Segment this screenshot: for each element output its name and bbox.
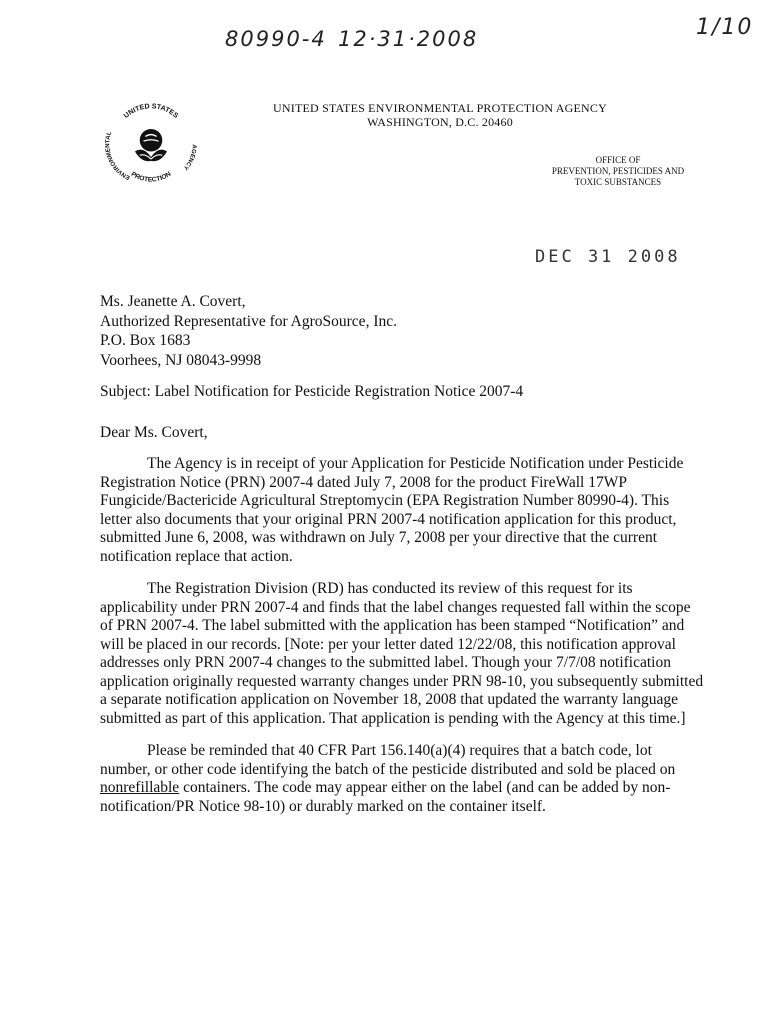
- agency-header: [250, 101, 630, 129]
- recipient-title: Authorized Representative for AgroSource, Inc.: [100, 312, 397, 330]
- office-line-1: OFFICE OF: [595, 155, 641, 165]
- paragraph-1: [100, 455, 690, 566]
- agency-name: UNITED STATES ENVIRONMENTAL PROTECTION AGENCY: [273, 101, 607, 115]
- paragraph-line: Registration Notice (PRN) 2007-4 dated July 7, 2008 for the product FireWall 17WP: [100, 473, 627, 491]
- paragraph-line: [100, 779, 690, 798]
- office-line-2: PREVENTION, PESTICIDES AND: [551, 166, 685, 176]
- recipient-address: [100, 292, 397, 370]
- paragraph-line: letter also documents that your original PRN 2007-4 notification application for this product,: [100, 510, 677, 528]
- handwritten-page-number: 1/10: [696, 15, 754, 40]
- epa-seal-logo: [104, 97, 198, 191]
- paragraph-line-rest: containers. The code may appear either on the label (and can be added by non-: [179, 779, 671, 796]
- svg-text:UNITED STATES: [123, 103, 180, 120]
- paragraph-line: notification/PR Notice 98-10) or durably marked on the container itself.: [100, 797, 546, 815]
- recipient-city: Voorhees, NJ 08043-9998: [100, 351, 262, 369]
- svg-text:AGENCY: [182, 144, 198, 171]
- salutation: Dear Ms. Covert,: [100, 424, 208, 441]
- office-line-3: TOXIC SUBSTANCES: [574, 177, 662, 187]
- paragraph-line: application originally requested warranty changes under PRN 98-10, you subsequently submitted: [100, 672, 704, 690]
- seal-left-text: ENVIRONMENTAL: [104, 130, 132, 182]
- paragraph-line: addresses only PRN 2007-4 changes to the submitted label. Though your 7/7/08 notification: [100, 654, 671, 671]
- paragraph-line: submitted June 6, 2008, was withdrawn on July 7, 2008 per your directive that the current: [100, 529, 658, 546]
- recipient-name: Ms. Jeanette A. Covert,: [100, 293, 246, 310]
- paragraph-line: applicability under PRN 2007-4 and finds that the label changes requested fall within the scope: [100, 598, 691, 616]
- paragraph-line: number, or other code identifying the batch of the pesticide distributed and sold be placed on: [100, 760, 676, 778]
- recipient-po-box: P.O. Box 1683: [100, 332, 191, 349]
- seal-right-text: AGENCY: [181, 144, 198, 172]
- subject-line: Subject: Label Notification for Pesticide Registration Notice 2007-4: [100, 383, 524, 400]
- date-stamp: DEC 31 2008: [535, 247, 681, 267]
- seal-top-text: UNITED STATES: [122, 103, 180, 120]
- paragraph-3: [100, 742, 690, 816]
- underlined-term: nonrefillable: [100, 779, 180, 796]
- seal-bottom-text: PROTECTION: [129, 170, 173, 184]
- handwritten-date: 12·31·2008: [338, 27, 479, 51]
- paragraph-2: [100, 580, 704, 728]
- handwritten-registration-number: 80990-4: [225, 27, 327, 51]
- paragraph-line: a separate notification application on November 18, 2008 that updated the warranty language: [100, 691, 679, 708]
- paragraph-line: notification replace that action.: [100, 547, 293, 565]
- paragraph-line: Fungicide/Bactericide Agricultural Streptomycin (EPA Registration Number 80990-4). This: [100, 492, 670, 509]
- agency-location: WASHINGTON, D.C. 20460: [367, 115, 513, 129]
- paragraph-line: The Agency is in receipt of your Application for Pesticide Notification under Pesticide: [147, 455, 684, 472]
- svg-text:ENVIRONMENTAL: [104, 130, 131, 181]
- office-block: [518, 155, 718, 188]
- paragraph-line: of PRN 2007-4. The label submitted with the application has been stamped “Notification” and: [100, 617, 685, 634]
- paragraph-line: will be placed in our records. [Note: per your letter dated 12/22/08, this notification approval: [100, 635, 676, 653]
- paragraph-line: Please be reminded that 40 CFR Part 156.140(a)(4) requires that a batch code, lot: [147, 742, 652, 759]
- svg-text:PROTECTION: [130, 171, 173, 184]
- paragraph-line: The Registration Division (RD) has conducted its review of this request for its: [147, 580, 633, 597]
- paragraph-line: submitted as part of this application. That application is pending with the Agency at this time.]: [100, 709, 686, 727]
